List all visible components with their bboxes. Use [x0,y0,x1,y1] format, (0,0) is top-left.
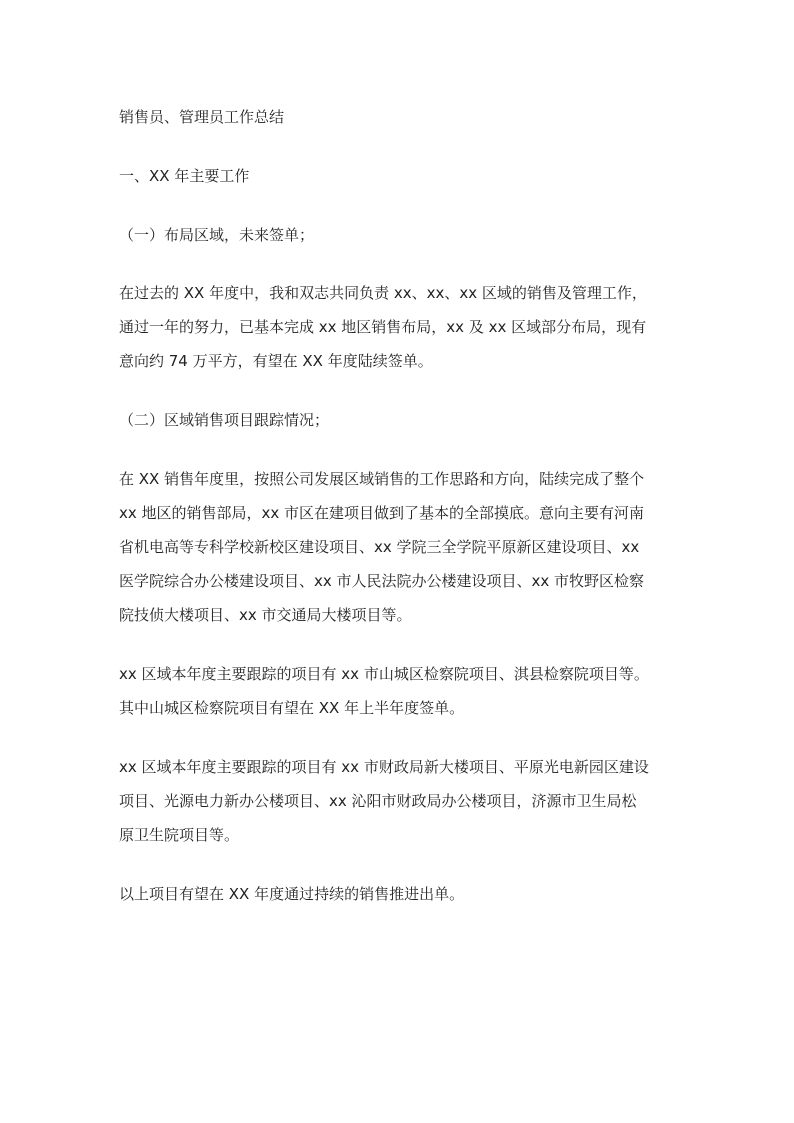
paragraph-line: 原卫生院项目等。 [119,826,240,844]
subsection-heading-2: （二）区域销售项目跟踪情况； [119,411,330,429]
paragraph-line: 意向约 74 万平方，有望在 XX 年度陆续签单。 [119,352,433,370]
paragraph-line: 其中山城区检察院项目有望在 XX 年上半年度签单。 [119,699,465,717]
paragraph-5 [119,877,679,911]
paragraph-1 [119,276,679,378]
paragraph-line: 在 XX 销售年度里，按照公司发展区域销售的工作思路和方向，陆续完成了整个 [119,470,645,488]
document-title: 销售员、管理员工作总结 [119,108,285,126]
paragraph-line: 通过一年的努力，已基本完成 xx 地区销售布局，xx 及 xx 区域部分布局，现有 [119,318,647,336]
paragraph-3 [119,657,679,725]
paragraph-line: 项目、光源电力新办公楼项目、xx 沁阳市财政局办公楼项目，济源市卫生局松 [119,792,637,810]
paragraph-line: 以上项目有望在 XX 年度通过持续的销售推进出单。 [119,885,465,903]
paragraph-line: 省机电高等专科学校新校区建设项目、xx 学院三全学院平原新区建设项目、xx [119,538,640,556]
paragraph-line: xx 地区的销售部局，xx 市区在建项目做到了基本的全部摸底。意向主要有河南 [119,504,645,522]
paragraph-line: xx 区域本年度主要跟踪的项目有 xx 市山城区检察院项目、淇县检察院项目等。 [119,665,649,683]
paragraph-4 [119,750,679,852]
paragraph-line: 院技侦大楼项目、xx 市交通局大楼项目等。 [119,606,412,624]
paragraph-2 [119,462,679,632]
subsection-heading-1: （一）布局区域，未来签单； [119,226,315,244]
document-body [119,100,679,936]
paragraph-line: xx 区域本年度主要跟踪的项目有 xx 市财政局新大楼项目、平原光电新园区建设 [119,758,649,776]
section-heading-1: 一、XX 年主要工作 [119,167,250,185]
paragraph-line: 医学院综合办公楼建设项目、xx 市人民法院办公楼建设项目、xx 市牧野区检察 [119,572,645,590]
paragraph-line: 在过去的 XX 年度中，我和双志共同负责 xx、xx、xx 区域的销售及管理工作， [119,284,647,302]
